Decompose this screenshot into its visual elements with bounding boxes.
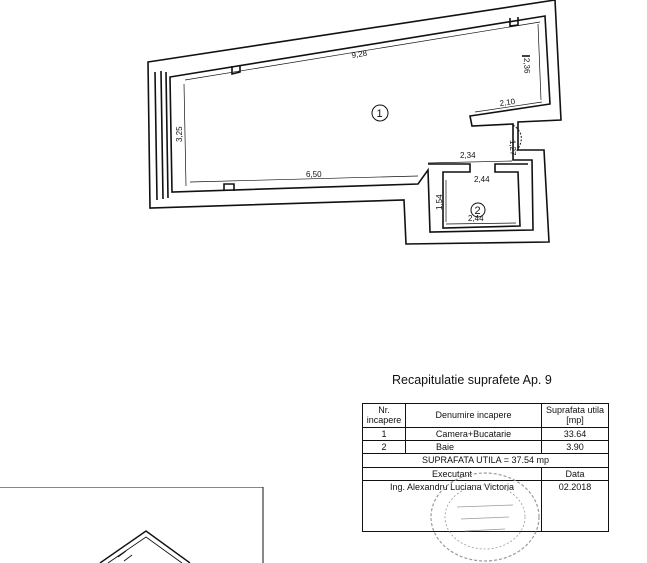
inset-plan — [0, 487, 270, 563]
dim-bottom-length: 6,50 — [306, 170, 322, 179]
outer-walls — [148, 0, 561, 244]
engineer-name: Ing. Alexandru Luciana Victoria — [363, 481, 542, 532]
dim-door-width: 1,27 — [508, 139, 518, 156]
dim-bath-door: 2,44 — [474, 175, 490, 184]
inset-frame — [0, 487, 263, 563]
dim-bath-width: 2,44 — [468, 214, 484, 223]
dim-corridor-width: 2,34 — [460, 151, 476, 160]
stamp-scratch-1 — [457, 505, 513, 507]
dim-line-left — [184, 84, 186, 186]
table-row — [363, 441, 609, 454]
entrance-line-b — [161, 71, 163, 199]
dim-bath-height: 1,54 — [435, 194, 444, 210]
entrance-line-c — [166, 72, 168, 198]
dim-left-height: 3,25 — [175, 126, 184, 142]
stamp-scratch-2 — [461, 517, 509, 519]
header-nr: Nr. incapere — [363, 404, 406, 428]
inset-building-outline — [100, 531, 190, 563]
row-2-name: Baie — [406, 441, 542, 454]
stamp-scratch-3 — [465, 529, 505, 531]
stamp-inner-ring — [445, 485, 525, 549]
recap-title: Recapitulatie suprafete Ap. 9 — [392, 373, 552, 387]
dim-line-right — [538, 24, 541, 100]
row-1-nr: 1 — [363, 427, 406, 440]
recap-header-row — [363, 404, 609, 428]
inset-mark-2 — [124, 555, 132, 561]
engineer-stamp — [425, 455, 545, 563]
dim-line-corridor — [428, 161, 512, 163]
date-label: Data — [542, 467, 609, 480]
row-1-area: 33.64 — [542, 427, 609, 440]
stamp-outer-ring — [431, 473, 539, 561]
outer-wall-outline — [148, 0, 561, 244]
room-2-label: 2 — [474, 205, 481, 217]
inner-wall-outline — [170, 16, 550, 232]
row-2-nr: 2 — [363, 441, 406, 454]
header-name: Denumire incapere — [406, 404, 542, 428]
row-2-area: 3.90 — [542, 441, 609, 454]
dim-line-bath-w — [446, 223, 516, 224]
table-row — [363, 427, 609, 440]
entrance-line-a — [155, 72, 157, 200]
date-value: 02.2018 — [542, 481, 609, 532]
total-area: SUPRAFATA UTILA = 37.54 mp — [363, 454, 609, 467]
room-1-label: 1 — [376, 108, 383, 120]
dim-line-bottom — [190, 176, 418, 182]
executant-label: Executant — [363, 467, 542, 480]
row-1-name: Camera+Bucatarie — [406, 427, 542, 440]
inset-mark-1 — [118, 551, 126, 557]
dim-right-upper: 2,36 — [522, 57, 532, 74]
header-area: Suprafata utila [mp] — [542, 404, 609, 428]
dim-top-length: 9,28 — [350, 48, 368, 60]
dim-step-width: 2,10 — [499, 96, 516, 108]
